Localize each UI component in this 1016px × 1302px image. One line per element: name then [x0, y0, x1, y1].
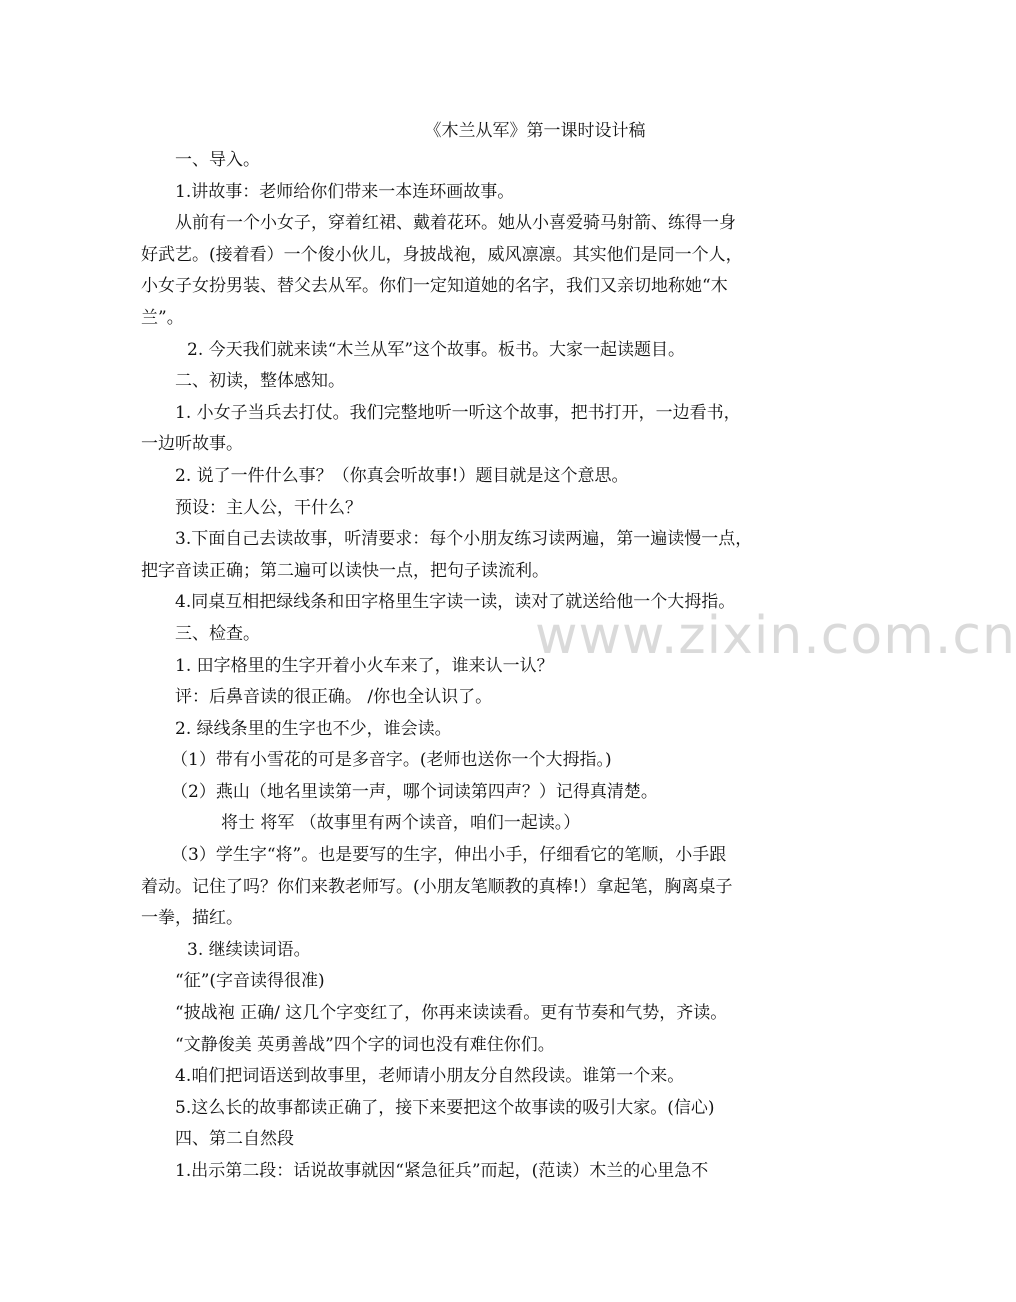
section-heading-first-reading: 二、初读，整体感知。: [175, 371, 345, 392]
paragraph-line: 1.出示第二段：话说故事就因“紧急征兵”而起，(范读）木兰的心里急不: [175, 1161, 709, 1181]
section-heading-check: 三、检查。: [175, 623, 260, 644]
watermark: www.zixin.com.cn: [535, 606, 1016, 666]
paragraph-line: 将士 将军 （故事里有两个读音，咱们一起读。）: [221, 813, 581, 834]
section-heading-second-paragraph: 四、第二自然段: [175, 1129, 294, 1150]
paragraph-line: 好武艺。(接着看）一个俊小伙儿，身披战袍，威风凛凛。其实他们是同一个人，: [141, 244, 743, 265]
paragraph-line: 1. 小女子当兵去打仗。我们完整地听一听这个故事，把书打开，一边看书，: [175, 402, 741, 423]
paragraph-line: 3.下面自己去读故事，听清要求：每个小朋友练习读两遍，第一遍读慢一点，: [175, 529, 753, 550]
paragraph-line: 4.咱们把词语送到故事里，老师请小朋友分自然段读。谁第一个来。: [175, 1066, 685, 1087]
paragraph-line: 1.讲故事：老师给你们带来一本连环画故事。: [175, 181, 515, 202]
section-heading-intro: 一、导入。: [175, 150, 260, 170]
paragraph-line: 5.这么长的故事都读正确了，接下来要把这个故事读的吸引大家。(信心): [175, 1097, 715, 1118]
document-title: 《木兰从军》第一课时设计稿: [424, 121, 646, 141]
paragraph-line: 3. 继续读词语。: [187, 939, 311, 960]
paragraph-line: 4.同桌互相把绿线条和田字格里生字读一读，读对了就送给他一个大拇指。: [175, 592, 736, 613]
paragraph-line: （1）带有小雪花的可是多音字。(老师也送你一个大拇指。): [171, 750, 612, 771]
paragraph-line: 一拳，描红。: [141, 908, 243, 929]
paragraph-line: 2. 今天我们就来读“木兰从军”这个故事。板书。大家一起读题目。: [187, 339, 686, 360]
paragraph-line: “披战袍 正确/ 这几个字变红了，你再来读读看。更有节奏和气势，齐读。: [175, 1003, 728, 1024]
paragraph-line: （2）燕山（地名里读第一声，哪个词读第四声？）记得真清楚。: [171, 781, 658, 802]
paragraph-line: “文静俊美 英勇善战”四个字的词也没有难住你们。: [175, 1034, 555, 1055]
paragraph-line: 2. 绿线条里的生字也不少，谁会读。: [175, 718, 452, 739]
paragraph-line: 一边听故事。: [141, 434, 243, 455]
paragraph-line: “征”(字音读得很准): [175, 971, 325, 992]
paragraph-line: 1. 田字格里的生字开着小火车来了，谁来认一认？: [175, 655, 554, 676]
document-body: [141, 145, 781, 1188]
paragraph-line: （3）学生字“将”。也是要写的生字，伸出小手，仔细看它的笔顺，小手跟: [171, 845, 727, 866]
paragraph-line: 2. 说了一件什么事？（你真会听故事!）题目就是这个意思。: [175, 465, 629, 486]
paragraph-line: 把字音读正确；第二遍可以读快一点，把句子读流利。: [141, 560, 549, 581]
paragraph-line: 小女子女扮男装、替父去从军。你们一定知道她的名字，我们又亲切地称她“木: [141, 276, 728, 297]
paragraph-line: 兰”。: [141, 307, 184, 328]
paragraph-line: 从前有一个小女子，穿着红裙、戴着花环。她从小喜爱骑马射箭、练得一身: [175, 213, 736, 234]
paragraph-line: 着动。记住了吗？你们来教老师写。(小朋友笔顺教的真棒!）拿起笔，胸离桌子: [141, 876, 733, 897]
paragraph-line: 预设：主人公，干什么？: [175, 497, 362, 518]
paragraph-line: 评：后鼻音读的很正确。 /你也全认识了。: [175, 687, 493, 708]
